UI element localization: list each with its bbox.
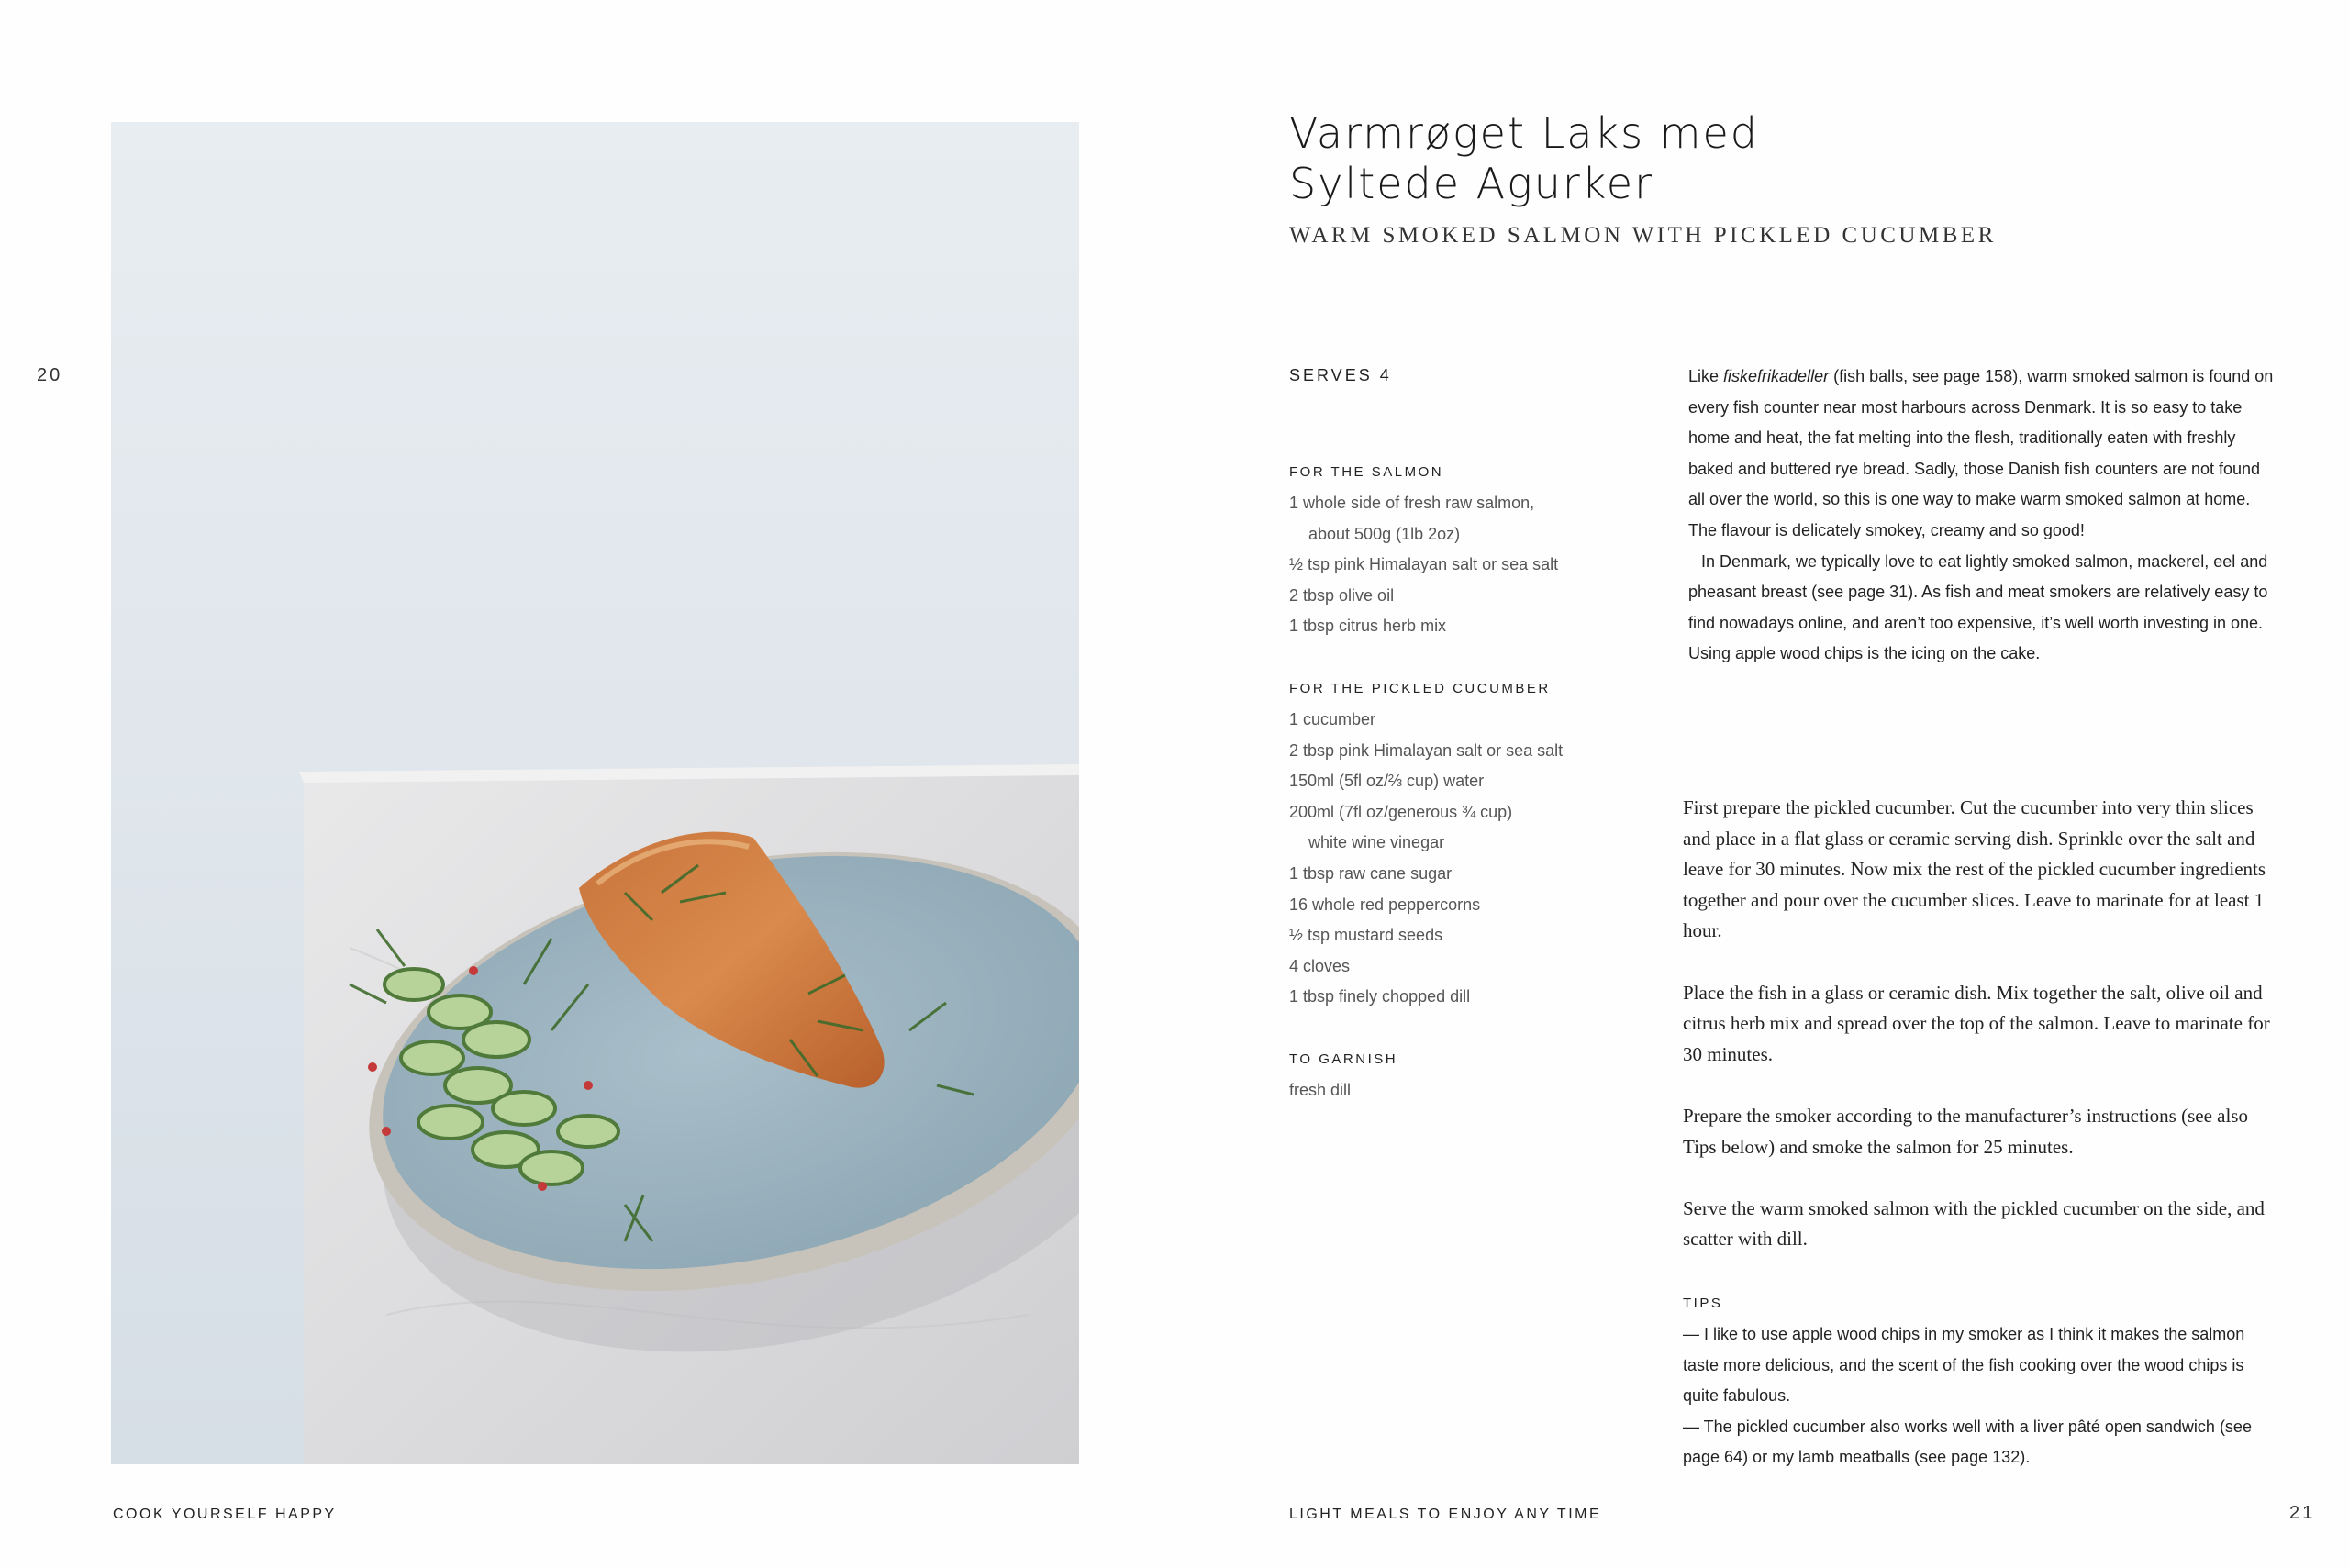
- tip-item: — I like to use apple wood chips in my smoker as I think it makes the salmon taste more delicious, and the scent of the fish cooking over the wood chips is quite fabulous.: [1683, 1325, 2245, 1406]
- ingredient-item: ½ tsp pink Himalayan salt or sea salt: [1289, 555, 1559, 574]
- ingredient-group-garnish: [1289, 1044, 1656, 1106]
- ingredient-item: 1 whole side of fresh raw salmon,: [1289, 494, 1535, 512]
- ingredient-item: 16 whole red peppercorns: [1289, 895, 1481, 914]
- ingredient-item: ½ tsp mustard seeds: [1289, 926, 1443, 945]
- ingredient-group-heading: FOR THE PICKLED CUCUMBER: [1289, 680, 1551, 696]
- recipe-title-line-2: Syltede Agurker: [1289, 159, 1654, 208]
- left-page-number: 20: [37, 365, 63, 385]
- ingredient-item: 4 cloves: [1289, 956, 1351, 975]
- ingredient-item: white wine vinegar: [1308, 833, 1445, 852]
- ingredient-item: 1 tbsp finely chopped dill: [1289, 987, 1471, 1006]
- intro-paragraph: [1688, 361, 2276, 547]
- recipe-method: [1683, 793, 2270, 1286]
- ingredient-group-heading: FOR THE SALMON: [1289, 464, 1444, 480]
- serves-label: SERVES 4: [1289, 366, 1392, 384]
- left-page-footer: COOK YOURSELF HAPPY: [113, 1507, 337, 1522]
- method-step: Serve the warm smoked salmon with the pickled cucumber on the side, and scatter with dill.: [1683, 1196, 2265, 1251]
- salmon-plate-illustration: [111, 122, 1079, 1464]
- recipe-tips: [1683, 1288, 2279, 1473]
- ingredient-item: 2 tbsp pink Himalayan salt or sea salt: [1289, 740, 1564, 760]
- ingredient-item: fresh dill: [1289, 1080, 1352, 1099]
- right-page-footer: LIGHT MEALS TO ENJOY ANY TIME: [1289, 1507, 1602, 1522]
- recipe-photo: [111, 122, 1079, 1464]
- ingredient-item: 200ml (7fl oz/generous ¾ cup): [1289, 802, 1513, 821]
- recipe-title-line-1: Varmrøget Laks med: [1289, 108, 1759, 158]
- recipe-title: [1289, 108, 2253, 209]
- ingredient-group-salmon: [1289, 457, 1656, 642]
- method-step: Prepare the smoker according to the manufacturer’s instructions (see also Tips below) and smoke the salmon for 25 minutes.: [1683, 1104, 2248, 1158]
- recipe-subtitle: WARM SMOKED SALMON WITH PICKLED CUCUMBER: [1289, 223, 1997, 248]
- ingredient-item: 2 tbsp olive oil: [1289, 585, 1395, 605]
- ingredients-list: [1289, 457, 1656, 1138]
- tips-heading: TIPS: [1683, 1296, 1723, 1311]
- method-step: First prepare the pickled cucumber. Cut the cucumber into very thin slices and place in a flat glass or ceramic serving dish. Sprinkle over the salt and leave for 30 minutes. Now mix the rest of the pickled cucumber ingredients together and pour over the cucumber slices. Leave to marinate for at least 1 hour.: [1683, 796, 2266, 942]
- ingredient-group-pickled-cucumber: [1289, 673, 1656, 1013]
- recipe-intro: [1688, 361, 2276, 670]
- intro-paragraph: In Denmark, we typically love to eat lightly smoked salmon, mackerel, eel and pheasant breast (see page 31). As fish and meat smokers are relatively easy to find nowadays online, and aren’t too expensive, it’s well worth investing in one. Using apple wood chips is the icing on the cake.: [1688, 551, 2268, 663]
- method-step: Place the fish in a glass or ceramic dish. Mix together the salt, olive oil and citrus herb mix and spread over the top of the salmon. Leave to marinate for 30 minutes.: [1683, 981, 2270, 1065]
- intro-lead-rest: (fish balls, see page 158), warm smoked salmon is found on every fish counter near most harbours across Denmark. It is so easy to take home and heat, the fat melting into the flesh, traditionally eaten with freshly baked and buttered rye bread. Sadly, those Danish fish counters are not found all over the world, so this is one way to make warm smoked salmon at home. The flavour is delicately smokey, creamy and so good!: [1688, 367, 2274, 539]
- ingredient-item: 1 cucumber: [1289, 709, 1376, 728]
- ingredient-item: 1 tbsp citrus herb mix: [1289, 617, 1447, 636]
- intro-lead-prefix: Like: [1688, 367, 1724, 385]
- right-page-number: 21: [2289, 1503, 2316, 1523]
- ingredient-item: 1 tbsp raw cane sugar: [1289, 863, 1453, 883]
- intro-lead-italic: fiskefrikadeller: [1723, 367, 1830, 385]
- ingredient-item: about 500g (1lb 2oz): [1308, 524, 1461, 543]
- ingredient-item: 150ml (5fl oz/⅔ cup) water: [1289, 772, 1485, 791]
- tip-item: — The pickled cucumber also works well with a liver pâté open sandwich (see page 64) or my lamb meatballs (see page 132).: [1683, 1417, 2252, 1467]
- ingredient-group-heading: TO GARNISH: [1289, 1051, 1398, 1067]
